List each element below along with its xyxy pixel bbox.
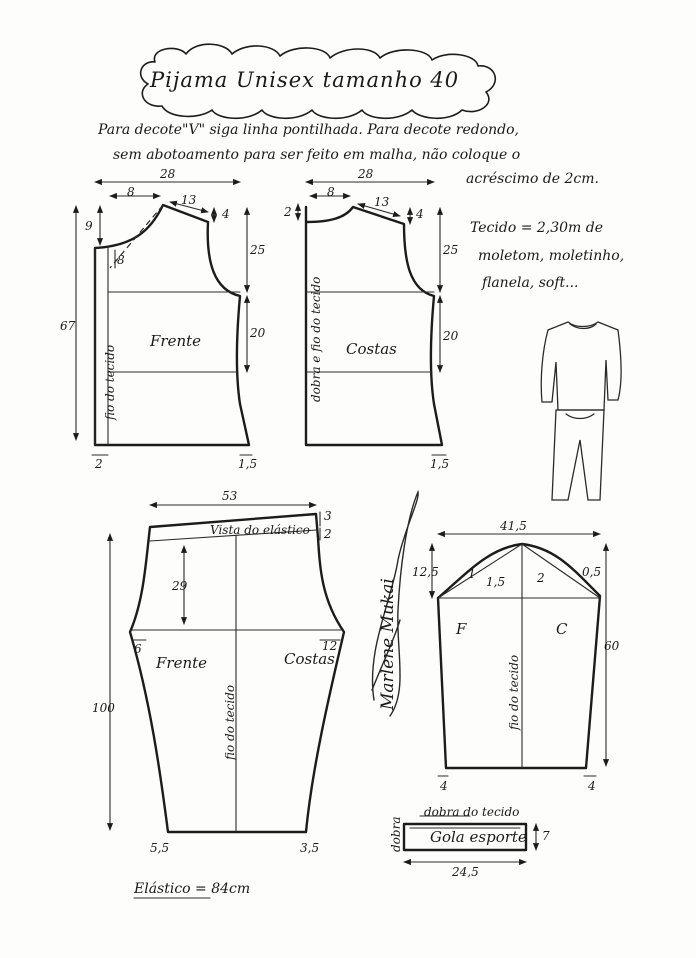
- pants-back-crotch-value: 12: [322, 639, 338, 653]
- sleeve-width-value: 41,5: [500, 519, 527, 533]
- front-shoulder-drop-value: 4: [222, 207, 230, 221]
- sleeve-grain-label: fio do tecido: [507, 654, 521, 730]
- front-neck-depth-value: 9: [85, 219, 93, 233]
- fabric-note-line-1: Tecido = 2,30m de: [470, 220, 604, 236]
- instructions-line-3: acréscimo de 2cm.: [466, 171, 599, 187]
- pants-length-value: 100: [92, 701, 115, 715]
- sleeve-front-curve2-value: 1,5: [486, 575, 506, 589]
- pants-band-bottom-value: 2: [324, 527, 332, 541]
- back-bodice-label: Costas: [346, 340, 397, 358]
- pants-outline: [130, 514, 344, 832]
- back-neck-depth-value: 2: [284, 205, 292, 219]
- collar-height-value: 7: [542, 829, 550, 843]
- pants-width-value: 53: [222, 489, 238, 503]
- front-grain-label: fio do tecido: [103, 344, 117, 420]
- sleeve-hem-right-value: 4: [588, 779, 596, 793]
- fabric-note-line-3: flanela, soft...: [482, 275, 579, 291]
- pants-front-hem-value: 5,5: [150, 841, 170, 855]
- pants-crotch-depth-value: 29: [172, 579, 188, 593]
- back-hem-ease-value: 1,5: [430, 457, 450, 471]
- sleeve-front-curve-value: 1: [468, 567, 476, 581]
- back-neck-width-value: 8: [327, 185, 335, 199]
- back-width-value: 28: [358, 167, 374, 181]
- front-v-depth-value: 8: [117, 253, 125, 267]
- front-neck-width-value: 8: [127, 185, 135, 199]
- pants-back-hem-value: 3,5: [300, 841, 320, 855]
- collar-label: Gola esporte: [430, 828, 527, 846]
- page-title: Pijama Unisex tamanho 40: [150, 68, 460, 92]
- front-side-value: 20: [250, 326, 266, 340]
- sleeve-cap-height-value: 12,5: [412, 565, 439, 579]
- sleeve-front-label: F: [456, 620, 467, 638]
- sleeve-back-curve2-value: 0,5: [582, 565, 602, 579]
- instructions-line-2: sem abotoamento para ser feito em malha, não coloque o: [113, 147, 521, 163]
- front-bodice-label: Frente: [150, 332, 202, 350]
- front-length-value: 67: [60, 319, 76, 333]
- pants-back-label: Costas: [284, 650, 335, 668]
- collar-length-value: 24,5: [452, 865, 479, 879]
- pants-waistband-label: Vista do elástico: [210, 523, 310, 537]
- sleeve-back-label: C: [556, 620, 568, 638]
- back-grain-label: dobra e fio do tecido: [309, 276, 323, 402]
- back-bodice-outline: [306, 207, 442, 445]
- back-shoulder-value: 13: [374, 195, 390, 209]
- sleeve-hem-left-value: 4: [440, 779, 448, 793]
- instructions-line-1: Para decote"V" siga linha pontilhada. Para decote redondo,: [98, 122, 519, 138]
- front-hem-ease-value: 1,5: [238, 457, 258, 471]
- front-armhole-value: 25: [250, 243, 266, 257]
- pants-grain-label: fio do tecido: [223, 684, 237, 760]
- back-shoulder-drop-value: 4: [416, 207, 424, 221]
- back-side-value: 20: [443, 329, 459, 343]
- back-armhole-value: 25: [443, 243, 459, 257]
- sleeve-length-value: 60: [604, 639, 620, 653]
- front-width-value: 28: [160, 167, 176, 181]
- designer-signature: Marlene Mukai: [378, 578, 398, 710]
- pants-front-crotch-value: 6: [134, 642, 142, 656]
- sleeve-back-curve-value: 2: [537, 571, 545, 585]
- collar-fold-side-label: dobra: [389, 816, 403, 852]
- fabric-note-line-2: moletom, moletinho,: [478, 248, 625, 264]
- collar-fold-top-label: dobra do tecido: [424, 805, 520, 819]
- front-extension-value: 2: [95, 457, 103, 471]
- pants-band-top-value: 3: [324, 509, 332, 523]
- pants-front-label: Frente: [156, 654, 208, 672]
- pajama-sketch: [541, 322, 621, 500]
- elastic-note: Elástico = 84cm: [134, 881, 251, 897]
- front-shoulder-value: 13: [181, 193, 197, 207]
- front-bodice-outline: [95, 205, 249, 445]
